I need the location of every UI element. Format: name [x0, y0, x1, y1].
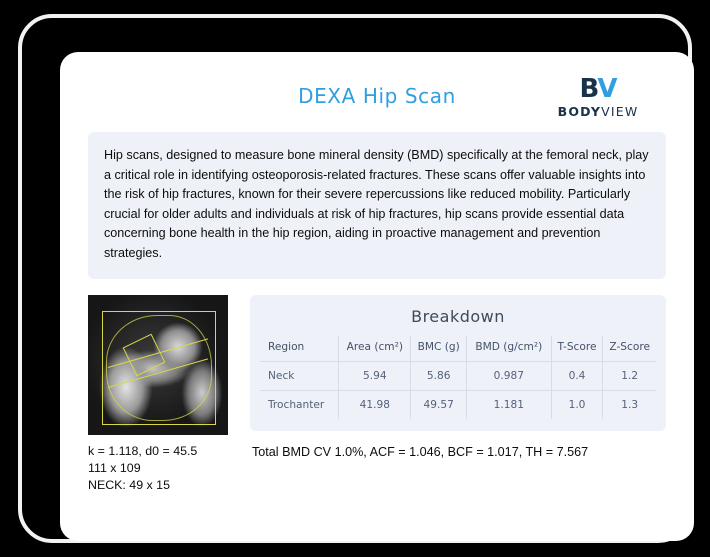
breakdown-title: Breakdown	[411, 307, 505, 326]
totals-summary: Total BMD CV 1.0%, ACF = 1.046, BCF = 1.017, TH = 7.567	[252, 445, 589, 459]
scan-metadata	[88, 443, 236, 494]
report-header	[88, 70, 666, 128]
cell-region: Trochanter	[260, 391, 339, 420]
cell-area: 41.98	[339, 391, 411, 420]
cell-t-score: 0.4	[551, 362, 603, 391]
cell-region: Neck	[260, 362, 339, 391]
column-header-t-score: T-Score	[551, 336, 603, 362]
column-header-area: Area (cm²)	[339, 336, 411, 362]
report-page	[60, 52, 694, 541]
logo-wordmark	[538, 104, 658, 119]
cell-z-score: 1.3	[603, 391, 656, 420]
logo-word-body: BODY	[557, 104, 602, 119]
bodyview-logo	[538, 76, 658, 119]
cell-z-score: 1.2	[603, 362, 656, 391]
column-header-bmd: BMD (g/cm²)	[466, 336, 551, 362]
breakdown-card	[250, 295, 666, 431]
column-header-bmc: BMC (g)	[411, 336, 467, 362]
column-header-region: Region	[260, 336, 339, 362]
scan-meta-neck: NECK: 49 x 15	[88, 478, 170, 492]
scan-roi-box	[102, 311, 216, 425]
scan-column	[88, 295, 236, 494]
logo-monogram	[538, 76, 658, 102]
page-title: DEXA Hip Scan	[298, 84, 456, 108]
cell-bmd: 0.987	[466, 362, 551, 391]
table-row	[260, 391, 656, 420]
cell-bmc: 49.57	[411, 391, 467, 420]
description-panel: Hip scans, designed to measure bone mineral density (BMD) specifically at the femoral neck, play a critical role in identifying osteoporosis-related fractures. These scans offer valuable insights into the risk of hip fractures, known for their severe repercussions like reduced mobility. Particularly crucial for older adults and individuals at risk of hip fractures, hip scans provide essential data concerning bone health in the hip region, aiding in proactive management and prevention strategies.	[88, 132, 666, 279]
cell-t-score: 1.0	[551, 391, 603, 420]
table-header-row	[260, 336, 656, 362]
device-frame	[18, 14, 692, 543]
column-header-z-score: Z-Score	[609, 341, 650, 353]
breakdown-table	[260, 336, 656, 419]
logo-word-view: VIEW	[601, 104, 639, 119]
table-row	[260, 362, 656, 391]
cell-bmd: 1.181	[466, 391, 551, 420]
hip-scan-image	[88, 295, 228, 435]
breakdown-column	[250, 295, 666, 494]
content-row	[88, 295, 666, 494]
scan-meta-dimensions: 111 x 109	[88, 461, 141, 475]
logo-letter-v: V	[597, 74, 617, 104]
cell-area: 5.94	[339, 362, 411, 391]
logo-letter-b: B	[579, 74, 598, 104]
cell-bmc: 5.86	[411, 362, 467, 391]
scan-meta-k-d0: k = 1.118, d0 = 45.5	[88, 444, 198, 458]
